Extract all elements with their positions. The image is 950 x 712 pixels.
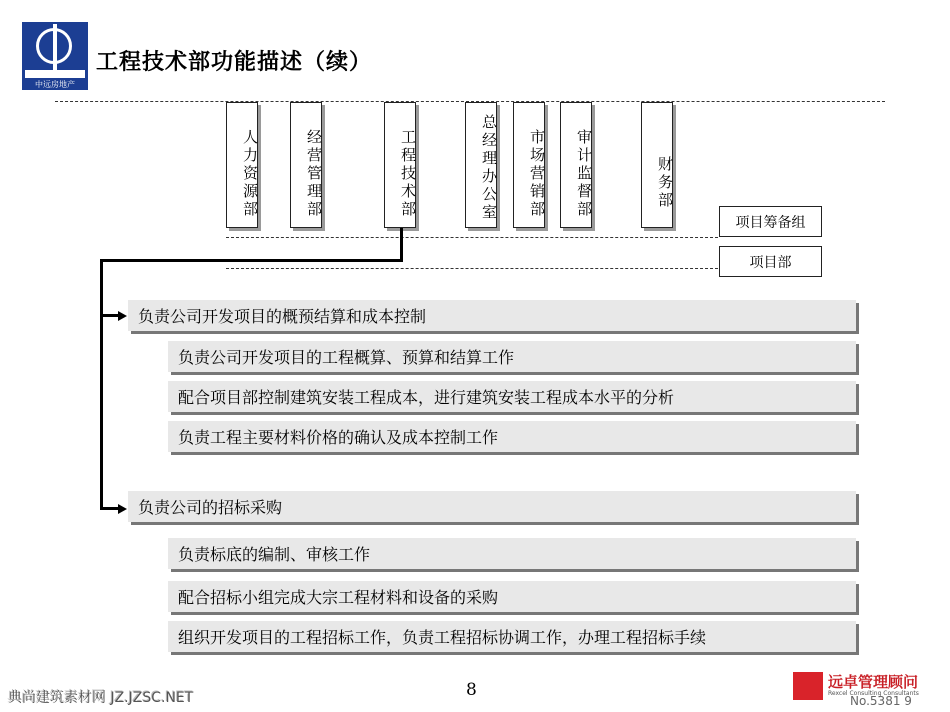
connector-horizontal — [100, 259, 403, 262]
brand-logo-icon — [793, 672, 823, 700]
dept-marketing: 市场营销部 — [513, 102, 545, 228]
dept-gm-office: 总经理办公室 — [465, 102, 497, 228]
list-item: 负责标底的编制、审核工作 — [168, 538, 856, 569]
dept-audit: 审计监督部 — [560, 102, 592, 228]
connector-branch-1 — [100, 314, 120, 317]
dept-engineering: 工程技术部 — [384, 102, 416, 228]
document-number: No.5381 9 — [850, 694, 912, 708]
page-number: 8 — [466, 680, 477, 700]
brand-name: 远卓管理顾问 — [828, 673, 919, 691]
list-item: 负责工程主要材料价格的确认及成本控制工作 — [168, 421, 856, 452]
list-item: 配合招标小组完成大宗工程材料和设备的采购 — [168, 581, 856, 612]
watermark-text: 典尚建筑素材网 JZ.JZSC.NET — [8, 690, 194, 706]
connector-branch-2 — [100, 507, 120, 510]
connector-vertical — [100, 259, 103, 510]
section-heading: 负责公司的招标采购 — [128, 491, 856, 522]
page-title: 工程技术部功能描述（续） — [96, 50, 373, 75]
list-item: 负责公司开发项目的工程概算、预算和结算工作 — [168, 341, 856, 372]
company-logo — [22, 22, 88, 90]
list-item: 配合项目部控制建筑安装工程成本，进行建筑安装工程成本水平的分析 — [168, 381, 856, 412]
arrow-right-icon — [118, 504, 127, 514]
divider-1 — [226, 237, 718, 238]
logo-caption: 中远房地产 — [35, 80, 75, 89]
divider-2 — [226, 268, 718, 269]
arrow-right-icon — [118, 311, 127, 321]
section-heading: 负责公司开发项目的概预结算和成本控制 — [128, 300, 856, 331]
dept-business: 经营管理部 — [290, 102, 322, 228]
dept-finance: 财务部 — [641, 102, 673, 228]
project-dept-box: 项目部 — [719, 246, 822, 277]
list-item: 组织开发项目的工程招标工作，负责工程招标协调工作，办理工程招标手续 — [168, 621, 856, 652]
dept-hr: 人力资源部 — [226, 102, 258, 228]
connector-down — [400, 228, 403, 262]
project-prep-box: 项目筹备组 — [719, 206, 822, 237]
brand-subtitle: Rexcel Consulting Consultants — [828, 690, 919, 697]
